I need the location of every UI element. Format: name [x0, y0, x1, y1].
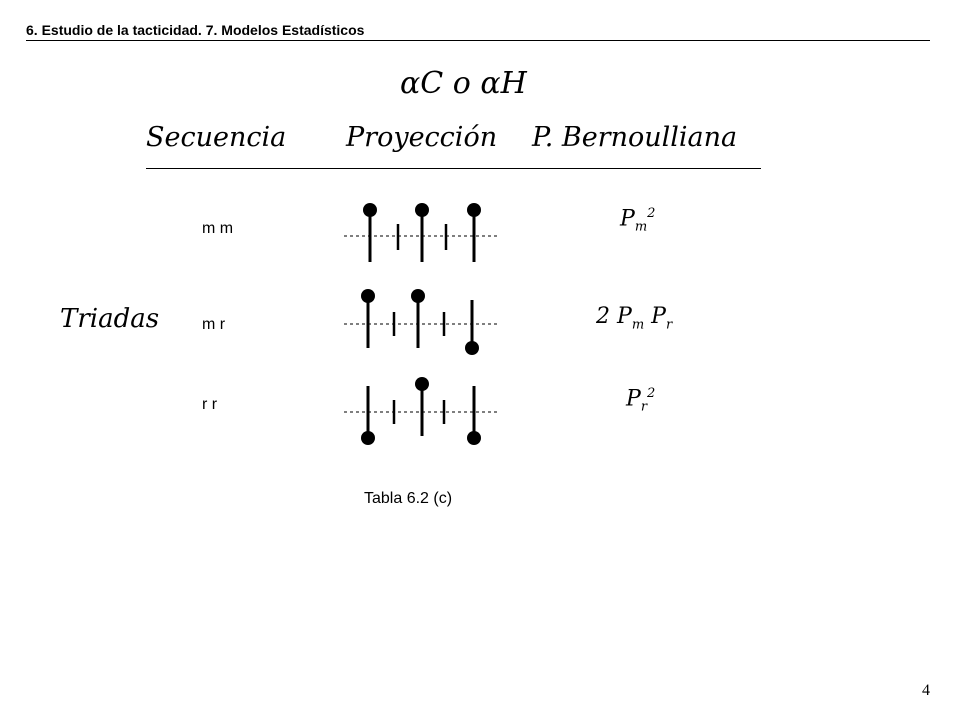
page-header: 6. Estudio de la tacticidad. 7. Modelos Estadísticos [26, 22, 365, 38]
group-label-triads: Triadas [60, 304, 160, 334]
table-caption: Tabla 6.2 (c) [364, 490, 453, 507]
projection-rr [340, 374, 505, 452]
page-number: 4 [922, 682, 930, 699]
projection-mr [340, 286, 505, 364]
prob-mr: 2 $P_m$ $P_r$ [596, 304, 673, 333]
prob-mm: $P_m^2$ [620, 206, 656, 235]
row-sequence-rr: r r [202, 396, 218, 413]
row-sequence-mm: m m [202, 220, 234, 237]
header-divider [26, 40, 930, 41]
table-title: αC o αH [400, 66, 527, 101]
column-header-bernoulli: P. Bernoulliana [532, 122, 738, 153]
table-divider [146, 168, 761, 169]
prob-rr: $P_r^2$ [626, 386, 656, 415]
column-header-sequence: Secuencia [146, 122, 287, 153]
column-header-projection: Proyección [346, 122, 498, 153]
projection-mm [340, 196, 505, 274]
row-sequence-mr: m r [202, 316, 226, 333]
